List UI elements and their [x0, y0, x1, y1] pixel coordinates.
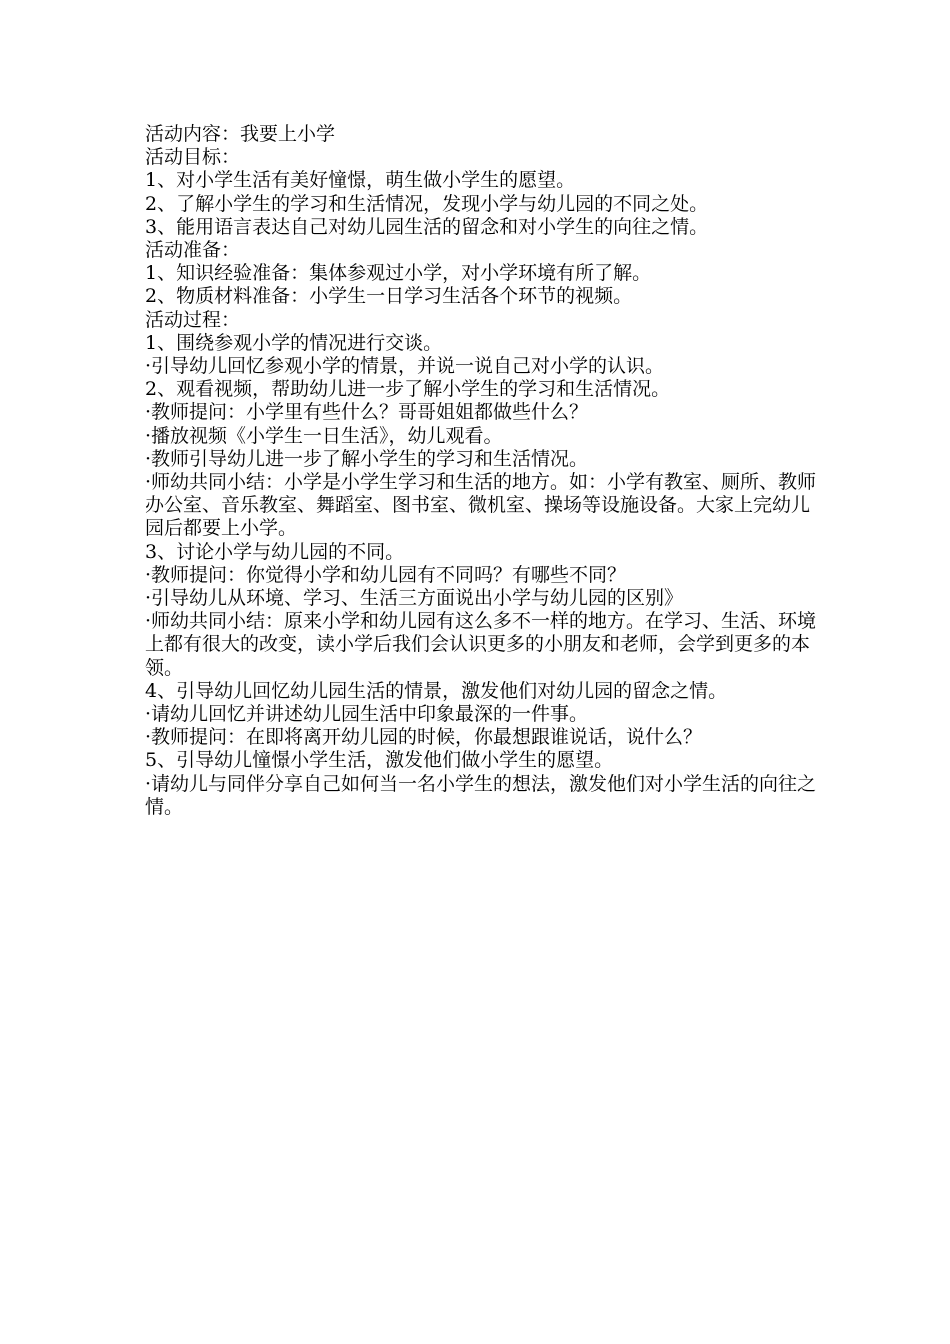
process-step: 1、围绕参观小学的情况进行交谈。 [145, 331, 443, 354]
process-bullet: ·教师提问：小学里有些什么？哥哥姐姐都做些什么？ [145, 401, 589, 424]
activity-title: 活动内容：我要上小学 [145, 123, 336, 145]
process-bullet: ·教师提问：在即将离开幼儿园的时候，你最想跟谁说话，说什么？ [145, 726, 703, 749]
process-bullet: ·教师提问：你觉得小学和幼儿园有不同吗？有哪些不同？ [145, 563, 627, 586]
process-step: 4、引导幼儿回忆幼儿园生活的情景，激发他们对幼儿园的留念之情。 [145, 679, 728, 702]
process-bullet: ·引导幼儿回忆参观小学的情景，并说一说自己对小学的认识。 [145, 355, 665, 378]
preparation-item: 2、物质材料准备：小学生一日学习生活各个环节的视频。 [145, 285, 633, 308]
process-bullet: ·师幼共同小结：原来小学和幼儿园有这么多不一样的地方。在学习、生活、环境上都有很大的改变，读小学后我们会认识更多的小朋友和老师，会学到更多的本领。 [145, 610, 817, 679]
goal-item: 1、对小学生活有美好憧憬，萌生做小学生的愿望。 [145, 169, 576, 192]
goal-item: 3、能用语言表达自己对幼儿园生活的留念和对小学生的向往之情。 [145, 215, 709, 238]
process-bullet: ·师幼共同小结：小学是小学生学习和生活的地方。如：小学有教室、厕所、教师办公室、音乐教室、舞蹈室、图书室、微机室、操场等设施设备。大家上完幼儿园后都要上小学。 [145, 471, 817, 540]
goal-item: 2、了解小学生的学习和生活情况，发现小学与幼儿园的不同之处。 [145, 192, 709, 215]
preparation-item: 1、知识经验准备：集体参观过小学，对小学环境有所了解。 [145, 262, 652, 285]
document-body [145, 123, 825, 819]
process-step: 2、观看视频，帮助幼儿进一步了解小学生的学习和生活情况。 [145, 378, 671, 401]
section-heading-preparation: 活动准备： [145, 239, 241, 262]
process-bullet: ·教师引导幼儿进一步了解小学生的学习和生活情况。 [145, 447, 589, 470]
process-bullet: ·播放视频《小学生一日生活》，幼儿观看。 [145, 424, 503, 447]
process-step: 3、讨论小学与幼儿园的不同。 [145, 540, 405, 563]
section-heading-process: 活动过程： [145, 308, 241, 331]
section-heading-goals: 活动目标： [145, 146, 241, 169]
process-bullet: ·请幼儿与同伴分享自己如何当一名小学生的想法，激发他们对小学生活的向往之情。 [145, 772, 817, 818]
process-step: 5、引导幼儿憧憬小学生活，激发他们做小学生的愿望。 [145, 749, 614, 772]
process-bullet: ·请幼儿回忆并讲述幼儿园生活中印象最深的一件事。 [145, 703, 589, 726]
process-bullet: ·引导幼儿从环境、学习、生活三方面说出小学与幼儿园的区别》 [145, 587, 684, 610]
